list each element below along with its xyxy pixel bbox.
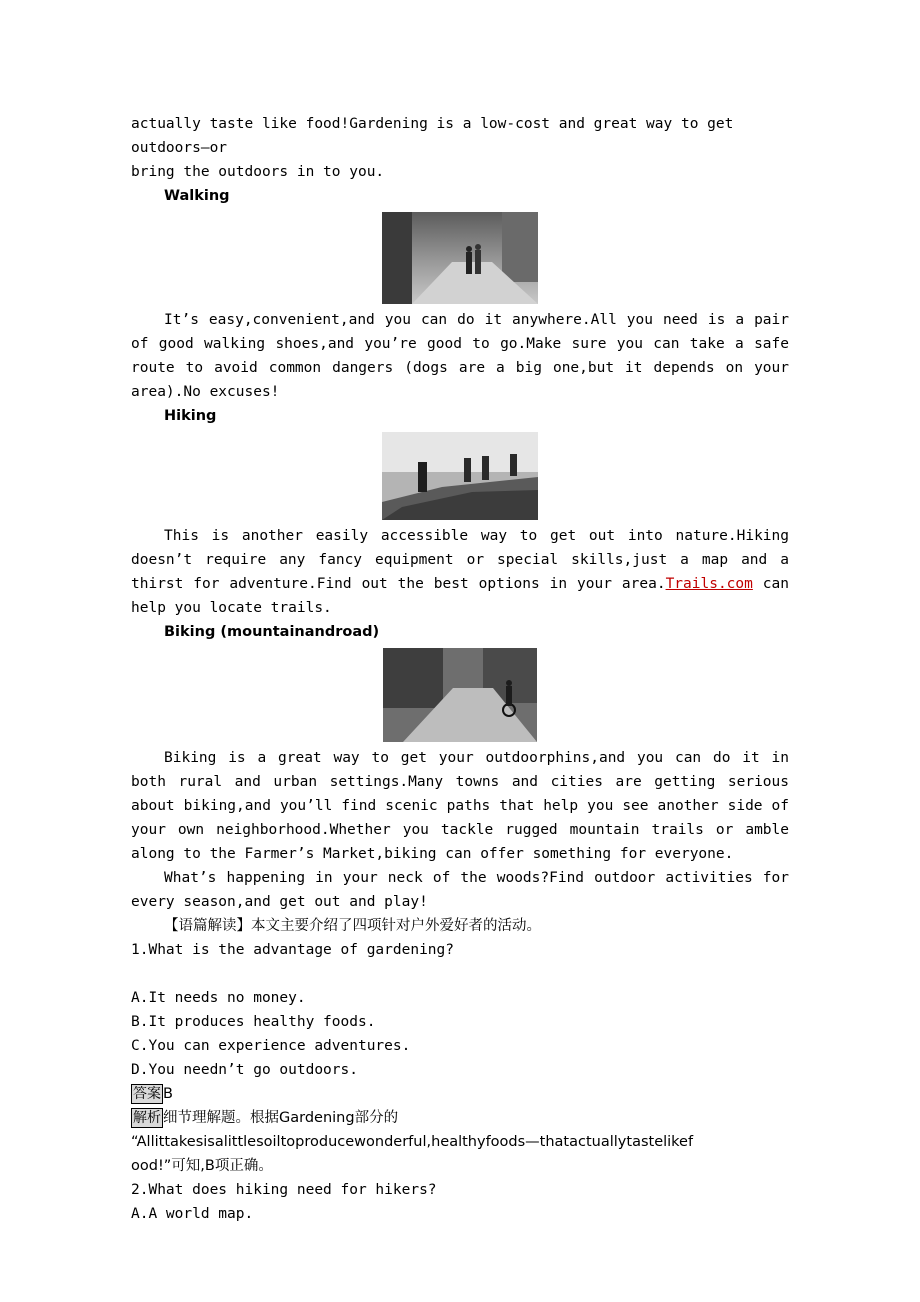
walking-heading: Walking (164, 188, 230, 204)
closing-paragraph: What’s happening in your neck of the woods?Find outdoor activities for every season,and get out and play! (131, 870, 789, 910)
hiking-heading: Hiking (164, 408, 217, 424)
passage-analysis-note: 【语篇解读】本文主要介绍了四项针对户外爱好者的活动。 (164, 918, 541, 934)
trails-link[interactable]: Trails.com (665, 576, 753, 592)
q1-option-a: A.It needs no money. (131, 990, 306, 1006)
document-page (131, 112, 789, 1226)
hiking-photo (382, 432, 538, 520)
hiking-text-before-link: This is another easily accessible way to get out into nature.Hiking doesn’t require any fancy equipment or special skills,just a map and a thirst for adventure.Find out the best options in your area. (131, 528, 789, 592)
q1-explain-conclusion: ood!”可知,B项正确。 (131, 1158, 273, 1174)
explain-label-box: 解析 (133, 1110, 161, 1126)
q1-answer-row (131, 1082, 789, 1106)
walking-paragraph: It’s easy,convenient,and you can do it anywhere.All you need is a pair of good walking shoes,and you’re good to go.Make sure you can take a safe route to avoid common dangers (dogs are a big one,but it depends on your area).No excuses! (131, 312, 789, 400)
hiking-paragraph (131, 524, 789, 620)
answer-label-box: 答案 (133, 1086, 161, 1102)
question-1: 1.What is the advantage of gardening? (131, 942, 455, 958)
q1-explain-row (131, 1106, 789, 1130)
intro-line-1: actually taste like food!Gardening is a low-cost and great way to get outdoors—or (131, 116, 743, 156)
biking-photo (383, 648, 537, 742)
hiking-text-after-link: can help you locate trails. (131, 576, 789, 616)
walking-photo (382, 212, 538, 304)
q1-option-c: C.You can experience adventures. (131, 1038, 411, 1054)
q1-explain-text: 细节理解题。根据Gardening部分的 (163, 1110, 399, 1126)
q1-explain-quote: “Allittakesisalittlesoiltoproducewonderful,healthyfoods—thatactuallytastelikef (131, 1134, 694, 1150)
q1-option-d: D.You needn’t go outdoors. (131, 1062, 358, 1078)
biking-paragraph: Biking is a great way to get your outdoorphins,and you can do it in both rural and urban settings.Many towns and cities are getting serious about biking,and you’ll find scenic paths that help you see another side of your own neighborhood.Whether you tackle rugged mountain trails or amble along to the Farmer’s Market,biking can offer something for everyone. (131, 750, 789, 862)
intro-line-2: bring the outdoors in to you. (131, 164, 385, 180)
biking-heading: Biking (mountainandroad) (164, 624, 380, 640)
question-2: 2.What does hiking need for hikers? (131, 1182, 437, 1198)
q1-answer-value: B (163, 1086, 173, 1102)
q1-option-b: B.It produces healthy foods. (131, 1014, 376, 1030)
q2-option-a: A.A world map. (131, 1206, 254, 1222)
